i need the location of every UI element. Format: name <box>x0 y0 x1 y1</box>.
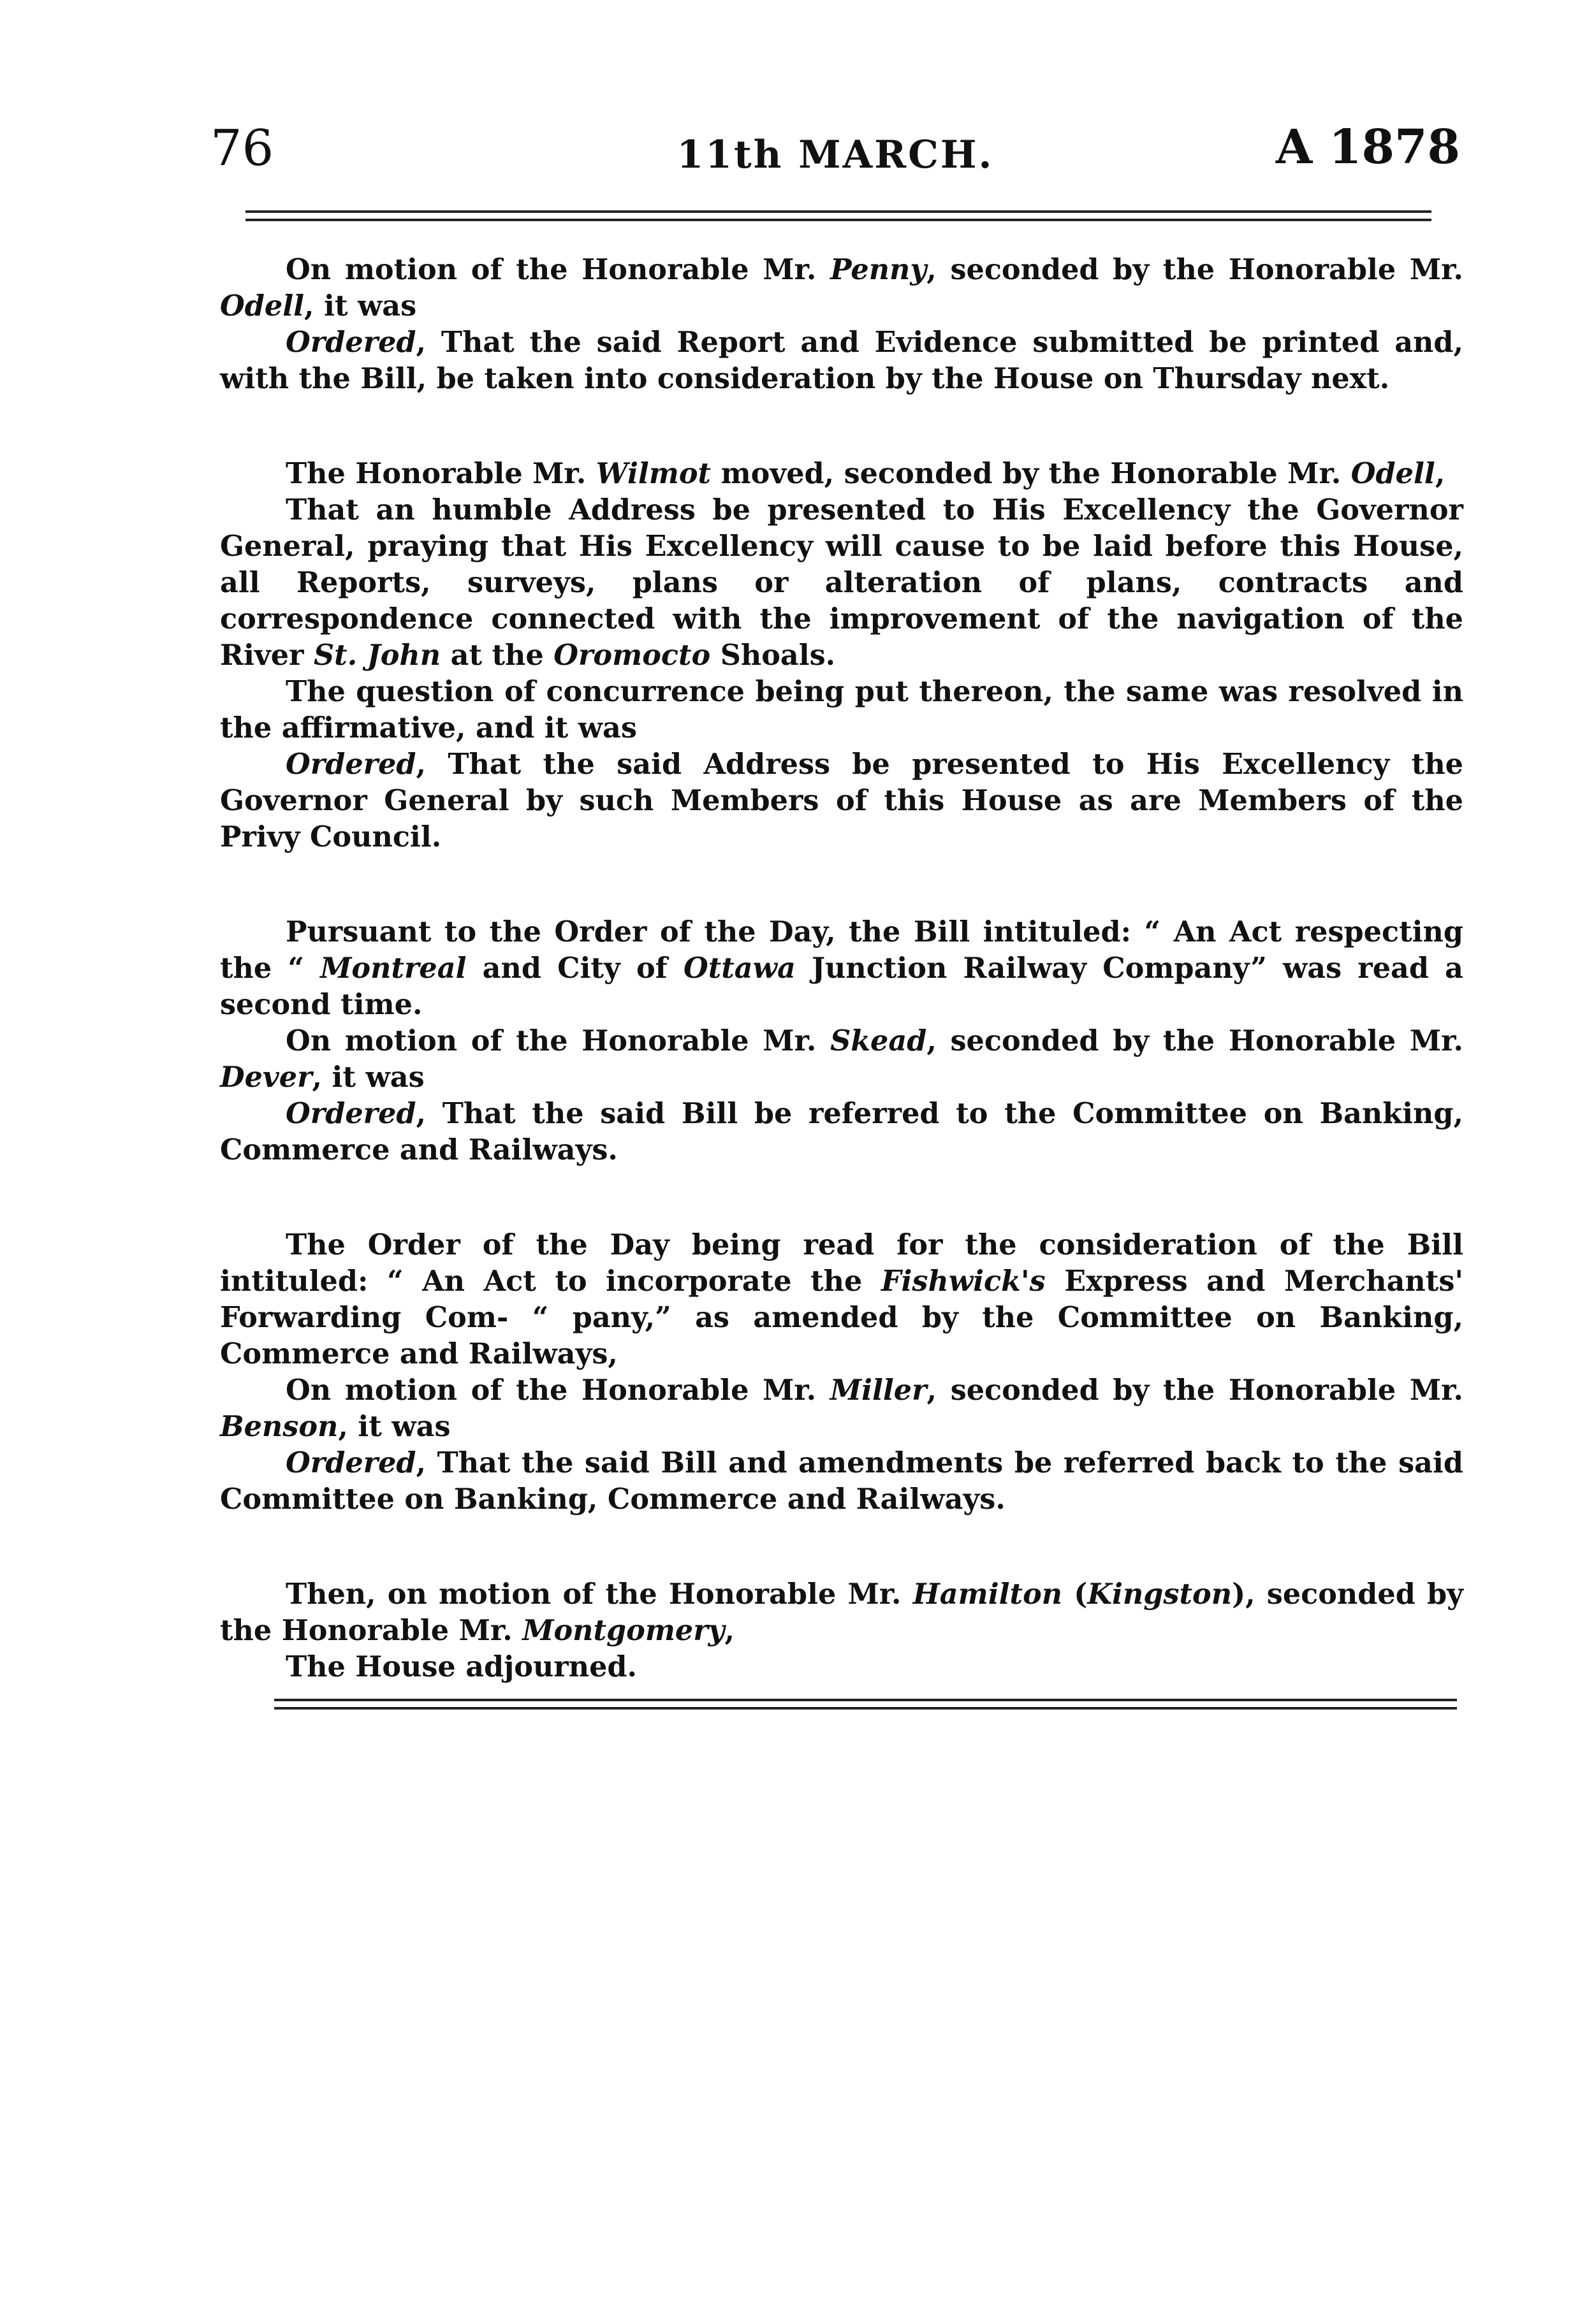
text-run: On motion of the Honorable Mr. <box>286 1374 830 1407</box>
text-run: Shoals. <box>710 639 836 672</box>
text-run: , That the said Report and Evidence submitted be printed and, with the Bill, be taken into consideration by the House on Thursday next. <box>220 326 1463 395</box>
entry-paragraph <box>220 1372 1463 1445</box>
text-run: , seconded by the Honorable Mr. <box>926 253 1463 286</box>
text-run: , it was <box>304 289 417 323</box>
entry-paragraph <box>220 674 1463 746</box>
italic-run: St. John <box>314 639 441 672</box>
entry-block <box>220 1227 1463 1518</box>
text-run: Pursuant to the Order of the Day, the Bill intituled: “ An Act respecting the “ <box>220 915 1463 985</box>
text-run: The question of concurrence being put thereon, the same was resolved in the affirmative, and it was <box>220 675 1463 744</box>
text-run: , seconded by the Honorable Mr. <box>926 1024 1463 1057</box>
text-run: , That the said Bill and amendments be referred back to the said Committee on Banking, Commerce and Railways. <box>220 1446 1463 1516</box>
entry-block <box>220 1576 1463 1685</box>
header-double-rule <box>245 210 1431 221</box>
italic-run: Ordered <box>286 748 416 781</box>
entry-paragraph <box>220 252 1463 324</box>
entry-paragraph <box>220 1649 1463 1685</box>
text-run: and City of <box>466 952 684 985</box>
page-year: A 1878 <box>1275 120 1460 175</box>
text-run: The Honorable Mr. <box>286 457 596 490</box>
italic-run: Hamilton <box>912 1578 1063 1611</box>
italic-run: Miller <box>830 1374 927 1407</box>
text-run: Junction Railway Company” was read a second time. <box>220 952 1463 1021</box>
italic-run: Oromocto <box>553 639 711 672</box>
text-run: The House adjourned. <box>286 1650 638 1683</box>
entry-paragraph <box>220 914 1463 1023</box>
page-number: 76 <box>210 120 274 177</box>
text-run: Then, on motion of the Honorable Mr. <box>286 1578 913 1611</box>
entry-paragraph <box>220 492 1463 674</box>
text-run: ), seconded by the Honorable Mr. <box>220 1578 1463 1647</box>
text-run: at the <box>441 639 554 672</box>
entry-paragraph <box>220 1576 1463 1649</box>
italic-run: Dever <box>220 1061 312 1094</box>
text-run: Express and Merchants' Forwarding Com- “ pany,” as amended by the Committee on Banking, Commerce and Railways, <box>220 1265 1464 1370</box>
italic-run: Ordered <box>286 1097 416 1130</box>
entry-paragraph <box>220 456 1463 492</box>
italic-run: Fishwick's <box>881 1265 1046 1298</box>
text-run: , That the said Address be presented to His Excellency the Governor General by such Members of this House as are Members of the Privy Council. <box>220 748 1463 853</box>
text-run: , <box>1435 457 1445 490</box>
entry-block <box>220 252 1463 397</box>
italic-run: Kingston <box>1087 1578 1233 1611</box>
italic-run: Odell <box>1350 457 1435 490</box>
text-run: ( <box>1062 1578 1088 1611</box>
entry-paragraph <box>220 746 1463 855</box>
entry-paragraph <box>220 1023 1463 1096</box>
text-run: On motion of the Honorable Mr. <box>286 253 831 286</box>
italic-run: Penny <box>830 253 927 286</box>
italic-run: Montreal <box>320 952 467 985</box>
journal-body <box>220 252 1463 1744</box>
text-run: On motion of the Honorable Mr. <box>286 1024 831 1057</box>
italic-run: Ordered <box>286 1446 416 1479</box>
footer-double-rule <box>274 1699 1457 1710</box>
italic-run: Skead <box>830 1024 927 1057</box>
italic-run: Ordered <box>286 326 416 359</box>
page-header <box>210 107 1460 196</box>
text-run: , That the said Bill be referred to the Committee on Banking, Commerce and Railways. <box>220 1097 1463 1166</box>
text-run: , it was <box>312 1061 425 1094</box>
text-run: The Order of the Day being read for the consideration of the Bill intituled: “ An Act to incorporate the <box>220 1228 1463 1298</box>
text-run: moved, seconded by the Honorable Mr. <box>711 457 1351 490</box>
entry-paragraph <box>220 324 1463 397</box>
italic-run: Benson <box>220 1410 339 1443</box>
entry-paragraph <box>220 1096 1463 1168</box>
italic-run: Ottawa <box>683 952 796 985</box>
entry-block <box>220 456 1463 855</box>
text-run: , it was <box>338 1410 451 1443</box>
italic-run: Wilmot <box>596 457 712 490</box>
entry-block <box>220 914 1463 1168</box>
text-run: , seconded by the Honorable Mr. <box>926 1374 1463 1407</box>
page-date: 11th MARCH. <box>677 133 994 177</box>
entry-paragraph <box>220 1227 1463 1372</box>
text-run: , <box>724 1614 735 1647</box>
italic-run: Montgomery <box>522 1614 725 1647</box>
italic-run: Odell <box>220 289 305 323</box>
entry-paragraph <box>220 1445 1463 1518</box>
text-run: That an humble Address be presented to His Excellency the Governor General, praying that His Excellency will cause to be laid before this House, all Reports, surveys, plans or alteration of plans, contracts and correspondence connected with the improvement of the navigation of the River <box>220 493 1463 672</box>
